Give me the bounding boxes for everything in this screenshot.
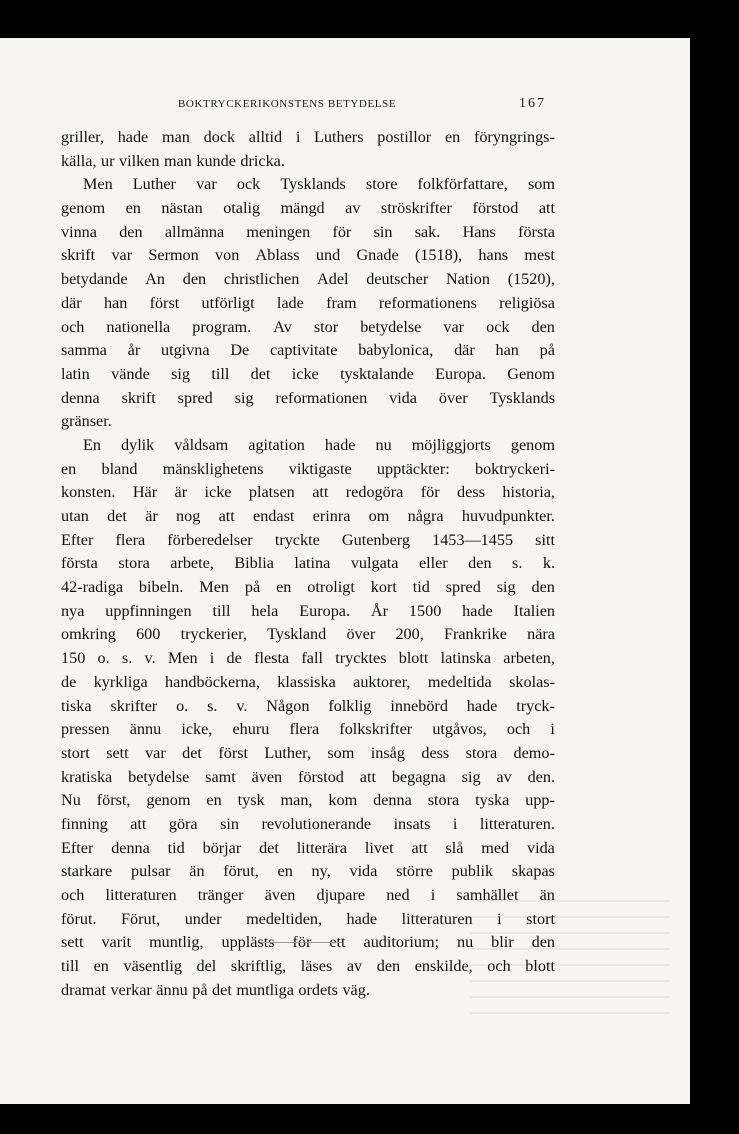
text-line: pressen ännu icke, ehuru flera folkskrifter utgåvos, och i [61, 720, 555, 739]
book-page [0, 38, 690, 1104]
text-line: konsten. Här är icke platsen att redogöra för dess historia, [61, 483, 555, 502]
text-line: första stora arbete, Biblia latina vulgata eller den s. k. [61, 554, 555, 573]
text-line: Efter denna tid börjar det litterära livet att slå med vida [61, 838, 555, 857]
text-line: förut. Förut, under medeltiden, hade litteraturen i stort [61, 909, 555, 928]
text-line: Nu först, genom en tysk man, kom denna stora tyska upp- [61, 791, 555, 810]
text-line: genom en nästan otalig mängd av ströskrifter förstod att [61, 199, 555, 218]
text-line: samma år utgivna De captivitate babylonica, där han på [61, 341, 555, 360]
text-line: källa, ur vilken man kunde dricka. [61, 151, 285, 170]
text-line: utan det är nog att endast erinra om några huvudpunkter. [61, 507, 555, 525]
text-line: sett varit muntlig, upplästs för ett auditorium; nu blir den [61, 933, 555, 952]
footnote-rule [260, 942, 342, 943]
text-line: dramat verkar ännu på det muntliga ordets väg. [61, 980, 370, 999]
text-line: betydande An den christlichen Adel deutscher Nation (1520), [61, 270, 555, 289]
text-line: denna skrift spred sig reformationen vida över Tysklands [61, 388, 555, 407]
text-line: där han först utförligt lade fram reformationens religiösa [61, 293, 555, 312]
text-line: Efter flera förberedelser tryckte Gutenberg 1453—1455 sitt [61, 530, 555, 549]
text-line: en bland mänsklighetens viktigaste upptäckter: boktryckeri- [61, 459, 555, 478]
running-title: BOKTRYCKERIKONSTENS BETYDELSE [178, 98, 397, 110]
text-line: finning att göra sin revolutionerande insats i litteraturen. [61, 814, 555, 833]
page-header [0, 96, 690, 116]
text-line: och litteraturen tränger även djupare ned i samhället än [61, 886, 555, 904]
text-line: latin vände sig till det icke tysktalande Europa. Genom [61, 364, 555, 383]
body-text [61, 128, 555, 1004]
text-line: de kyrkliga handböckerna, klassiska auktorer, medeltida skolas- [61, 672, 555, 691]
text-line: och nationella program. Av stor betydelse var ock den [61, 317, 555, 336]
page-number: 167 [519, 96, 546, 111]
text-line: stort sett var det först Luther, som insåg dess stora demo- [61, 743, 555, 762]
text-line: skrift var Sermon von Ablass und Gnade (1518), hans mest [61, 246, 555, 265]
text-line: Men Luther var ock Tysklands store folkförfattare, som [83, 175, 555, 194]
text-line: starkare pulsar än förut, en ny, vida större publik skapas [61, 862, 555, 881]
text-line: 42-radiga bibeln. Men på en otroligt kort tid spred sig den [61, 578, 555, 597]
text-line: tiska skrifter o. s. v. Någon folklig innebörd hade tryck- [61, 696, 555, 715]
text-line: omkring 600 tryckerier, Tyskland över 200, Frankrike nära [61, 625, 555, 644]
text-line: nya uppfinningen till hela Europa. År 1500 hade Italien [61, 601, 555, 620]
text-line: vinna den allmänna meningen för sin sak. Hans första [61, 222, 555, 241]
text-line: gränser. [61, 412, 112, 431]
text-line: griller, hade man dock alltid i Luthers postillor en föryngrings- [61, 128, 555, 146]
text-line: En dylik våldsam agitation hade nu möjliggjorts genom [83, 435, 555, 454]
text-line: 150 o. s. v. Men i de flesta fall trycktes blott latinska arbeten, [61, 649, 555, 668]
text-line: till en väsentlig del skriftlig, läses av den enskilde, och blott [61, 957, 555, 976]
text-line: kratiska betydelse samt även förstod att begagna sig av den. [61, 767, 555, 786]
